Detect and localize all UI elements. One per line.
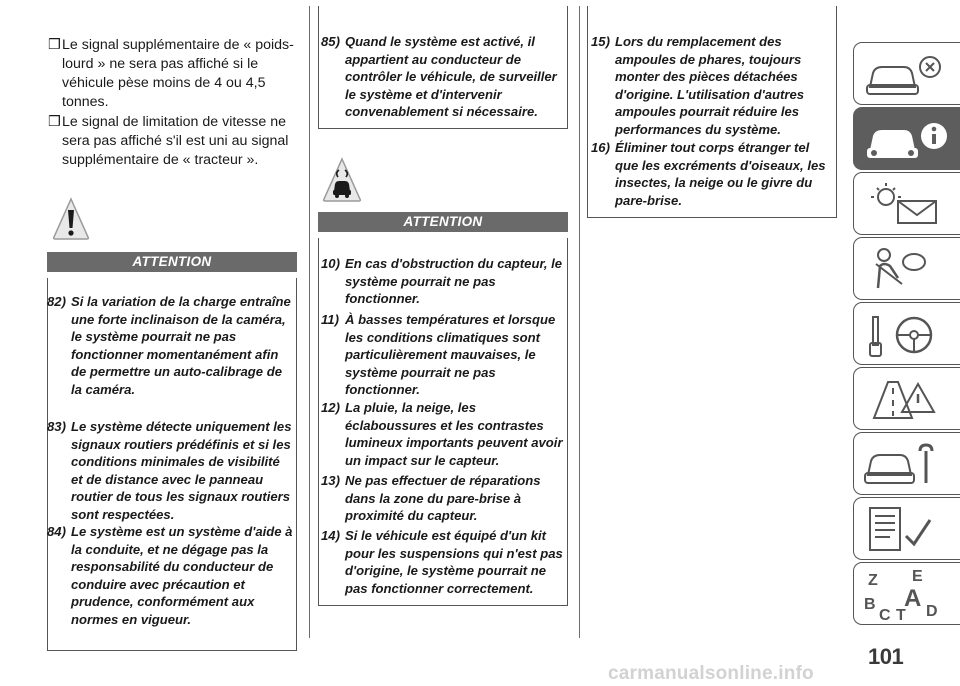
road-warning-icon [854, 368, 960, 430]
item-number: 12) [321, 400, 340, 415]
item-text: La pluie, la neige, les éclaboussures et les contrastes lumineux importants peuvent avoir un impact sur le capteur. [345, 400, 563, 468]
warning-item [321, 311, 565, 399]
car-info-icon [854, 108, 960, 170]
warning-item [321, 33, 565, 121]
warning-item [321, 255, 565, 308]
warning-item [591, 33, 833, 139]
index-letter: D [926, 603, 938, 620]
tab-safety[interactable] [853, 237, 960, 300]
airbag-safety-icon [854, 238, 960, 300]
item-text: Ne pas effectuer de réparations dans la zone du pare-brise à proximité du capteur. [345, 473, 541, 524]
item-text: En cas d'obstruction du capteur, le système pourrait ne pas fonctionner. [345, 256, 563, 307]
warning-item [47, 418, 293, 524]
item-text: Si le véhicule est équipé d'un kit pour les suspensions qui n'est pas d'origine, le système pourrait ne pas fonctionner correctement. [345, 528, 563, 596]
item-number: 11) [321, 312, 339, 327]
item-text: Quand le système est activé, il appartient au conducteur de contrôler le véhicule, de surveiller le système et d'intervenir convenablement si nécessaire. [345, 34, 557, 120]
car-dashboard-icon [854, 43, 960, 105]
attention-bar: ATTENTION [318, 212, 568, 232]
index-letter: A [904, 585, 922, 612]
tab-index[interactable] [853, 562, 960, 625]
item-text: Le système détecte uniquement les signaux routiers prédéfinis et si les conditions minimales de visibilité et de distance avec le panneau routier de tous les signaux routiers sont respectées. [71, 419, 292, 522]
bullet-paragraph [48, 36, 312, 112]
item-number: 84) [47, 524, 66, 539]
page-number: 101 [868, 644, 904, 669]
warning-item [321, 527, 565, 597]
car-wrench-icon [854, 433, 960, 495]
attention-bar: ATTENTION [47, 252, 297, 272]
index-letter: E [912, 568, 923, 585]
item-number: 13) [321, 473, 340, 488]
tab-emergency[interactable] [853, 367, 960, 430]
key-steering-wheel-icon [854, 303, 960, 365]
specifications-list-icon [854, 498, 960, 560]
item-text: Éliminer tout corps étranger tel que les excréments d'oiseaux, les insectes, la neige ou le givre du pare-brise. [615, 140, 826, 208]
warning-item [321, 399, 565, 469]
warning-item [591, 139, 833, 209]
item-number: 15) [591, 34, 610, 49]
warning-item [47, 293, 293, 399]
checkbox-bullet-icon: ❒ [48, 37, 61, 53]
index-letter: B [864, 596, 876, 613]
warning-item [47, 523, 293, 629]
watermark: carmanualsonline.info [608, 663, 814, 684]
index-letter: Z [868, 572, 878, 589]
tab-dashboard[interactable] [853, 42, 960, 105]
item-number: 10) [321, 256, 340, 271]
item-text: Le système est un système d'aide à la conduite, et ne dégage pas la responsabilité du conducteur de conduire avec précaution et prudence, conformément aux normes en vigueur. [71, 524, 293, 627]
bullet-text: Le signal supplémentaire de « poids-lourd » ne sera pas affiché si le véhicule pèse moins de 4 ou 4,5 tonnes. [62, 37, 294, 110]
tab-vehicle-info[interactable] [853, 107, 960, 170]
checkbox-bullet-icon: ❒ [48, 114, 61, 130]
warning-item [321, 472, 565, 525]
bullet-text: Le signal de limitation de vitesse ne sera pas affiché s'il est uni au signal supplémentaire de « tracteur ». [62, 114, 289, 168]
item-number: 85) [321, 34, 340, 49]
warning-triangle-icon [52, 197, 90, 241]
item-text: Lors du remplacement des ampoules de phares, toujours monter des pièces détachées d'origine. L'utilisation d'autres ampoules pourrait réduire les performances du système. [615, 34, 805, 137]
item-number: 83) [47, 419, 66, 434]
item-text: Si la variation de la charge entraîne une forte inclinaison de la caméra, le système pourrait ne pas fonctionner momentanément afin de permettre un auto-calibrage de la caméra. [71, 294, 291, 397]
item-number: 16) [591, 140, 610, 155]
column-separator-2 [579, 6, 580, 638]
item-number: 14) [321, 528, 340, 543]
vehicle-warning-triangle-icon [322, 157, 362, 203]
tab-warning-lights[interactable] [853, 172, 960, 235]
index-letter: C [879, 607, 891, 624]
bullet-paragraph [48, 113, 312, 170]
tab-maintenance[interactable] [853, 432, 960, 495]
item-text: À basses températures et lorsque les conditions climatiques sont particulièrement mauvaises, le système pourrait ne pas fonctionner. [345, 312, 556, 398]
index-letter: T [896, 607, 906, 624]
tab-starting-driving[interactable] [853, 302, 960, 365]
item-number: 82) [47, 294, 66, 309]
warning-light-envelope-icon [854, 173, 960, 235]
tab-specifications[interactable] [853, 497, 960, 560]
